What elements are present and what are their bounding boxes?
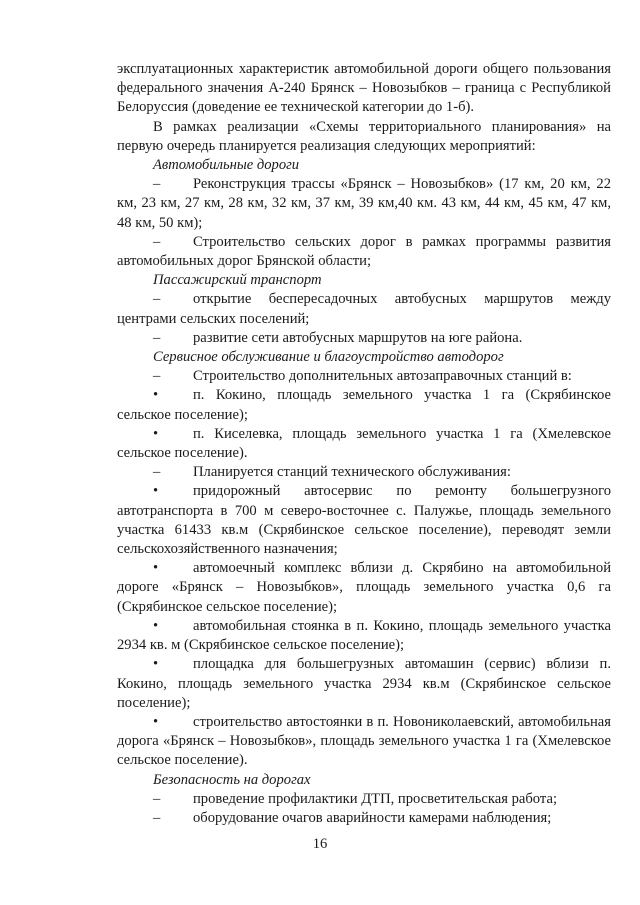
list-item-text: п. Кокино, площадь земельного участка 1 га (Скрябинское сельское поселение); [117, 387, 611, 423]
list-item [117, 790, 611, 809]
service-list [117, 367, 611, 770]
bullet-marker: • [153, 713, 159, 730]
list-item-text: п. Киселевка, площадь земельного участка 1 га (Хмелевское сельское поселение). [117, 425, 611, 462]
list-item-text: Строительство сельских дорог в рамках программы развития автомобильных дорог Брянской области; [117, 233, 611, 270]
list-item [117, 233, 611, 271]
dash-marker: – [153, 809, 161, 826]
list-item [117, 386, 611, 424]
page-number: 16 [312, 836, 328, 852]
bullet-marker: • [153, 425, 159, 442]
list-item-text: Реконструкция трассы «Брянск – Новозыбков» (17 км, 20 км, 22 км, 23 км, 27 км, 28 км, 32 км, 37 км, 39 км,40 км. 43 км, 44 км, 45 км, 47 км, 48 км, 50 км); [117, 176, 611, 231]
list-item-text: проведение профилактики ДТП, просветительская работа; [193, 790, 557, 807]
section-heading-transport: Пассажирский транспорт [153, 272, 322, 289]
list-item [117, 367, 611, 386]
list-item-text: автомобильная стоянка в п. Кокино, площадь земельного участка 2934 кв. м (Скрябинское сельское поселение); [117, 617, 611, 654]
dash-marker: – [153, 291, 161, 308]
list-item-text: площадка для большегрузных автомашин (сервис) вблизи п. Кокино, площадь земельного участка 2934 кв.м (Скрябинское сельское поселение); [117, 656, 611, 711]
list-item [117, 559, 611, 617]
list-item [117, 617, 611, 655]
paragraph-plan: В рамках реализации «Схемы территориального планирования» на первую очередь планируется реализация следующих мероприятий: [117, 118, 611, 154]
dash-marker: – [153, 176, 161, 193]
list-item-text: автомоечный комплекс вблизи д. Скрябино на автомобильной дороге «Брянск – Новозыбков», площадь земельного участка 0,6 га (Скрябинское сельское поселение); [117, 560, 611, 615]
list-item-text: Строительство дополнительных автозаправочных станций в: [193, 368, 572, 385]
bullet-marker: • [153, 483, 159, 500]
safety-list [117, 790, 611, 828]
section-heading-roads: Автомобильные дороги [153, 157, 300, 174]
list-item [117, 809, 611, 828]
section-heading-safety: Безопасность на дорогах [153, 771, 311, 788]
dash-marker: – [153, 329, 161, 346]
list-item-text: придорожный автосервис по ремонту большегрузного автотранспорта в 700 м северо-восточнее с. Палужье, площадь земельного участка 61433 кв.м (Скрябинское сельское поселение), переводят земли сельскохозяйственного назначения; [117, 483, 611, 558]
list-item-text: строительство автостоянки в п. Новониколаевский, автомобильная дорога «Брянск – Новозыбков», площадь земельного участка 1 га (Хмелевское сельское поселение). [117, 713, 611, 769]
bullet-marker: • [153, 656, 159, 673]
bullet-marker: • [153, 560, 159, 577]
list-item [117, 175, 611, 233]
list-item-text: развитие сети автобусных маршрутов на юге района. [193, 329, 523, 346]
list-item [117, 463, 611, 482]
list-item-text: Планируется станций технического обслуживания: [193, 464, 511, 481]
document-page [117, 60, 611, 828]
list-item-text: открытие беспересадочных автобусных маршрутов между центрами сельских поселений; [117, 291, 611, 327]
list-item-text: оборудование очагов аварийности камерами наблюдения; [193, 809, 552, 826]
dash-marker: – [153, 368, 161, 385]
dash-marker: – [153, 790, 161, 807]
bullet-marker: • [153, 387, 159, 404]
dash-marker: – [153, 233, 161, 250]
list-item [117, 290, 611, 328]
dash-marker: – [153, 464, 161, 481]
list-item [117, 482, 611, 559]
list-item [117, 655, 611, 713]
list-item [117, 425, 611, 463]
section-heading-service: Сервисное обслуживание и благоустройство автодорог [153, 349, 504, 366]
list-item [117, 713, 611, 771]
list-item [117, 329, 611, 348]
bullet-marker: • [153, 617, 159, 634]
transport-list [117, 290, 611, 348]
paragraph-intro-continued: эксплуатационных характеристик автомобильной дороги общего пользования федерального значения А-240 Брянск – Новозыбков – граница с Республикой Белоруссия (доведение ее технической категории до 1-б). [117, 61, 611, 116]
roads-list [117, 175, 611, 271]
